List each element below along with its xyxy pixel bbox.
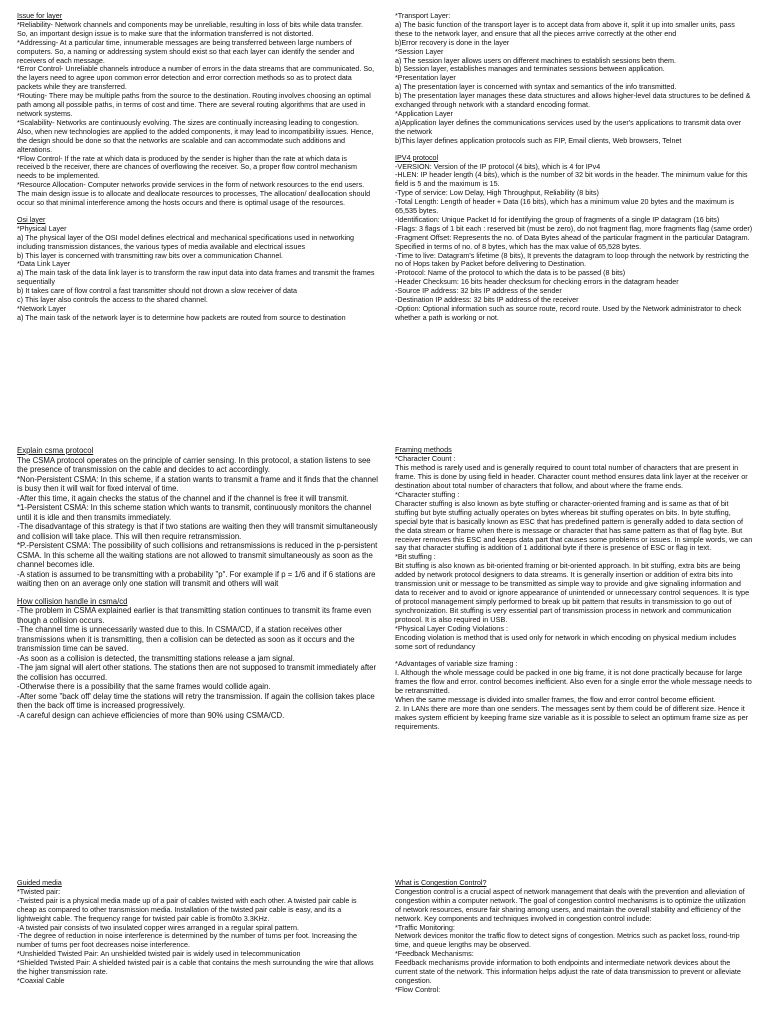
paragraph: *Reliability- Network channels and components may be unreliable, resulting in loss of bits while data transfer. So, an important design issue is to make sure that the information transferred is not distorted. — [17, 19, 363, 38]
paragraph: a) The session layer allows users on different machines to establish sessions betn them. — [395, 55, 676, 65]
paragraph: -As soon as a collision is detected, the transmitting stations release a jam signal. — [17, 653, 295, 663]
issues-and-osi-section — [17, 12, 375, 323]
paragraph: Character stuffing is also known as byte stuffing or character-oriented framing and is same as that of bit stuffing but byte stuffing actually operates on bytes whereas bit stuffing operates on bits. In byte stuffing, special byte that is basically known as ESC that has predefined pattern is generally added to data section of the data stream or frame when there is message or character that has same pattern as that of flag byte. But receiver removes this ESC and keeps data part that causes some problems or issues. In simple words, we can say that character stuffing is addition of 1 additional byte if there is presence of ESC or flag in text. — [395, 498, 753, 553]
paragraph: a) The basic function of the transport layer is to accept data from above it, split it up into smaller units, pass these to the network layer, and ensure that all the pieces arrive correctly at the other end — [395, 19, 735, 38]
paragraph: When the same message is divided into smaller frames, the flow and error control become efficient. — [395, 694, 716, 704]
paragraph: b) It takes care of flow control a fast transmitter should not drown a slow receiver of data — [17, 286, 298, 296]
paragraph: *Application Layer — [395, 108, 453, 118]
paragraph: -HLEN: IP header length (4 bits), which is the number of 32 bit words in the header. The minimum value for this field is 5 and the maximum is 15. — [395, 170, 748, 189]
paragraph: *Traffic Monitoring: — [395, 922, 455, 932]
paragraph: -Option: Optional information such as source route, record route. Used by the Network administrator to check whether a path is working or not. — [395, 304, 742, 322]
paragraph: -A twisted pair consists of two insulated copper wires arranged in a regular spiral pattern. — [17, 922, 300, 932]
paragraph: -Header Checksum: 16 bits header checksum for checking errors in the datagram header — [395, 277, 679, 287]
section-heading: Framing methods — [395, 446, 452, 454]
paragraph: b)This layer defines application protocols such as FIP, Email clients, Web browsers, Telnet — [395, 135, 682, 145]
section-heading: Issue for layer — [17, 12, 63, 20]
paragraph: *Error Control- Unreliable channels introduce a number of errors in the data streams that are communicated. So, the layers need to agree upon common error detection and error correction methods so as to protect data packets while they are transferred. — [17, 64, 375, 92]
paragraph: *Advantages of variable size framing : — [395, 658, 518, 668]
paragraph: *Unshielded Twisted Pair: An unshielded twisted pair is widely used in telecommunication — [17, 949, 301, 959]
paragraph: *Session Layer — [395, 46, 444, 56]
paragraph: -After this time, it again checks the status of the channel and if the channel is free it will transmit. — [17, 493, 349, 503]
paragraph: *Physical Layer — [17, 223, 67, 233]
section-heading: What is Congestion Control? — [395, 879, 487, 887]
paragraph: -Type of service: Low Delay, High Throughput, Reliability (8 bits) — [395, 188, 599, 198]
guided-media-section — [17, 879, 375, 986]
paragraph: Encoding violation is method that is used only for network in which encoding on physical medium includes some sort of redundancy — [395, 633, 737, 651]
paragraph: -Total Length: Length of header + Data (16 bits), which has a minimum value 20 bytes and the maximum is 65,535 bytes. — [395, 197, 734, 216]
paragraph: *Non-Persistent CSMA: In this scheme, if a station wants to transmit a frame and it finds that the channel is busy then it will wait for fixed interval of time. — [17, 474, 378, 493]
paragraph: *Transport Layer: — [395, 12, 451, 20]
paragraph: -Time to live: Datagram's lifetime (8 bits), It prevents the datagram to loop through the network by restricting the no of Hops taken by Packet before delivering to Destination. — [395, 250, 749, 269]
paragraph: -Identification: Unique Packet Id for identifying the group of fragments of a single IP datagram (16 bits) — [395, 214, 720, 224]
paragraph: -The jam signal will alert other stations. The stations then are not supposed to transmit immediately after the collision has occurred. — [17, 663, 377, 682]
paragraph: a) The presentation layer is concerned with syntax and semantics of the info transmitted. — [395, 82, 677, 92]
section-heading: How collision handle in csma/cd — [17, 596, 128, 606]
paragraph: b) Session layer, establishes manages and terminates sessions between application. — [395, 64, 665, 74]
paragraph: -The disadvantage of this strategy is that if two stations are waiting then they will transmit simultaneously and collision will take place. This will then require retransmission. — [17, 522, 378, 541]
paragraph: -The problem in CSMA explained earlier is that transmitting station continues to transmit its frame even though a collision occurs. — [17, 606, 372, 625]
paragraph: I. Although the whole message could be packed in one big frame, it is not done practically because for large frames the flow and error. control becomes inefficient. Also even for a single error the whole message needs to be retransmitted. — [395, 667, 752, 695]
paragraph: a) The physical layer of the OSI model defines electrical and mechanical specifications used in networking including transmission distances, the various types of media available and electrical issues — [17, 232, 355, 251]
paragraph: -A station is assumed to be transmitting with a probability "p". For example if p = 1/6 and if 6 stations are waiting then on an average only one station will transmit and others will wait — [17, 569, 376, 588]
paragraph: *Character Count : — [395, 453, 456, 463]
paragraph: *Presentation layer — [395, 73, 456, 83]
paragraph: b) The presentation layer manages these data structures and allows higher-level data structures to be defined & exchanged through network with a standard encoding format. — [395, 91, 751, 110]
paragraph: 2. In LANs there are more than one senders. The messages sent by them could be of different size. Hence it makes system efficient by keeping frame size variable as it is possible to select an optimum frame size as per requirements. — [395, 703, 749, 731]
csma-section — [17, 446, 379, 720]
paragraph: *Bit stuffing : — [395, 552, 436, 562]
paragraph: *Physical Layer Coding Violations : — [395, 624, 509, 634]
paragraph: -A careful design can achieve efficiencies of more than 90% using CSMA/CD. — [17, 710, 285, 720]
paragraph: *Shielded Twisted Pair: A shielded twisted pair is a cable that contains the mesh surrounding the wire that allows the higher transmission rate. — [17, 958, 374, 977]
section-heading: Osi layer — [17, 214, 46, 224]
paragraph: *Coaxial Cable — [17, 975, 65, 985]
paragraph: *Data Link Layer — [17, 259, 71, 269]
paragraph: Congestion control is a crucial aspect of network management that deals with the prevention and alleviation of congestion within a computer network. The goal of congestion control mechanisms is to optimize the utilization of network resources, ensure fair sharing among users, and maintain the overall stability and efficiency of the network. Key components and techniques involved in congestion control include: — [395, 886, 746, 923]
paragraph: *Character stuffing : — [395, 489, 460, 499]
paragraph: -The channel time is unnecessarily wasted due to this. In CSMA/CD, if a station receives other transmissions when it is transmitting, then a collision can be detected as soon as it occurs and the transmission time can be saved. — [17, 625, 355, 653]
paragraph: -The degree of reduction in noise interference is determined by the number of turns per foot. Increasing the number of turns per foot decreases noise interference. — [17, 931, 358, 950]
section-heading: Guided media — [17, 879, 62, 887]
paragraph: *Routing- There may be multiple paths from the source to the destination. Routing involves choosing an optimal path among all possible paths, in terms of cost and time. There are several routing algorithms that are used in network systems. — [17, 91, 371, 118]
paragraph: Network devices monitor the traffic flow to detect signs of congestion. Metrics such as packet loss, round-trip time, and queue lengths may be observed. — [395, 931, 740, 950]
section-heading: IPV4 protocol — [395, 152, 439, 162]
paragraph: *Network Layer — [17, 304, 67, 313]
paragraph: *Flow Control- If the rate at which data is produced by the sender is higher than the rate at which data is received b the receiver, there are chances of overflowing the receiver. So, a proper flow control mechanism needs to be implemented. — [17, 153, 357, 181]
section-heading: Explain csma protocol — [17, 446, 94, 455]
paragraph: *Resource Allocation- Computer networks provide services in the form of network resources to the end users. The main design issue is to allocate and deallocate resources to processes, The allocation/ deallocation should occur so that minimal interference among the hosts occurs and there is optimal usage of the resources. — [17, 180, 371, 208]
congestion-control-section — [395, 879, 753, 995]
paragraph: *Feedback Mechanisms: — [395, 949, 474, 959]
paragraph: *P.-Persistent CSMA: The possibility of such collisions and retransmissions is reduced in the p-persistent CSMA. In this scheme all the waiting stations are not allowed to transmit simultaneously as soon as the channel becomes idle. — [17, 541, 378, 569]
paragraph: a)Application layer defines the communications services used by the user's applications to transmit data over the network — [395, 117, 742, 136]
paragraph: This method is rarely used and is generally required to count total number of characters that are present in frame. This is done by using field in header. Character count method ensures data link layer at the receiver or destination about total number of characters that follow, and about where the frame ends. — [395, 462, 748, 490]
paragraph: *Addressing- At a particular time, innumerable messages are being transferred between large numbers of computers. So, a naming or addressing system should exist so that each layer can identify the sender and receivers of each message. — [17, 37, 355, 65]
paragraph: The CSMA protocol operates on the principle of carrier sensing. In this protocol, a station listens to see the presence of transmission on the cable and decides to act accordingly. — [17, 455, 371, 474]
paragraph: -Source IP address: 32 bits IP address of the sender — [395, 286, 562, 296]
paragraph: -VERSION: Version of the IP protocol (4 bits), which is 4 for IPv4 — [395, 161, 601, 171]
paragraph: Bit stuffing is also known as bit-oriented framing or bit-oriented approach. In bit stuffing, extra bits are being added by network protocol designers to data streams. It is generally insertion or addition of extra bits into transmission unit or message to be transmitted as simple way to provide and give signaling information and data to receiver and to avoid or ignore appearance of unintended or unnecessary control sequences. It is type of protocol management simply performed to break up bit pattern that results in transmission to go out of synchronization. Bit stuffing is very essential part of transmission process in network and communication protocol. It is also required in USB. — [395, 561, 750, 625]
paragraph: *1-Persistent CSMA: In this scheme station which wants to transmit, continuously monitors the channel until it is idle and then transmits immediately. — [17, 503, 372, 522]
paragraph: -Protocol: Name of the protocol to which the data is to be passed (8 bits) — [395, 268, 626, 278]
paragraph: *Twisted pair: — [17, 886, 61, 896]
paragraph: c) This layer also controls the access to the shared channel. — [17, 295, 208, 305]
framing-section — [395, 446, 753, 732]
paragraph: Feedback mechanisms provide information to both endpoints and intermediate network devices about the current state of the network. This information helps adjust the rate of data transmission to prevent or alleviate congestion. — [395, 958, 741, 985]
paragraph: a) The main task of the network layer is to determine how packets are routed from source to destination — [17, 312, 346, 322]
paragraph: -Otherwise there is a possibility that the same frames would collide again. — [17, 682, 271, 691]
paragraph: -After some "back off' delay time the stations will retry the transmission. If again the collision takes place then the back off time is increased progressively. — [17, 691, 375, 710]
paragraph: *Flow Control: — [395, 984, 441, 994]
paragraph: -Twisted pair is a physical media made up of a pair of cables twisted with each other. A twisted pair cable is cheap as compared to other transmission media. Installation of the twisted pair cable is easy, and its a lightweight cable. The frequency range for twisted pair cable is from0to 3.3KHz. — [17, 895, 357, 923]
paragraph: b)Error recovery is done in the layer — [395, 37, 510, 47]
paragraph: b) This layer is concerned with transmitting raw bits over a communication Channel. — [17, 250, 283, 260]
paragraph: -Fragment Offset: Represents the no. of Data Bytes ahead of the particular fragment in the particular Datagram. Specified in terms of no. of 8 bytes, which has the max value of 65,528 bytes. — [395, 232, 750, 251]
paragraph: -Flags: 3 flags of 1 bit each : reserved bit (must be zero), do not fragment flag, more fragments flag (same order) — [395, 223, 753, 233]
paragraph: a) The main task of the data link layer is to transform the raw input data into data frames and transmit the frames sequentially — [17, 268, 375, 287]
paragraph: *Scalability- Networks are continuously evolving. The sizes are continually increasing leading to congestion. Also, when new technologies are applied to the added components, it may lead to incompatibility issues. Hence, the design should be done so that the networks are scalable and can accommodate such additions and alterations. — [17, 117, 374, 154]
paragraph: -Destination IP address: 32 bits IP address of the receiver — [395, 295, 579, 305]
layers-and-ipv4-section — [395, 12, 753, 323]
